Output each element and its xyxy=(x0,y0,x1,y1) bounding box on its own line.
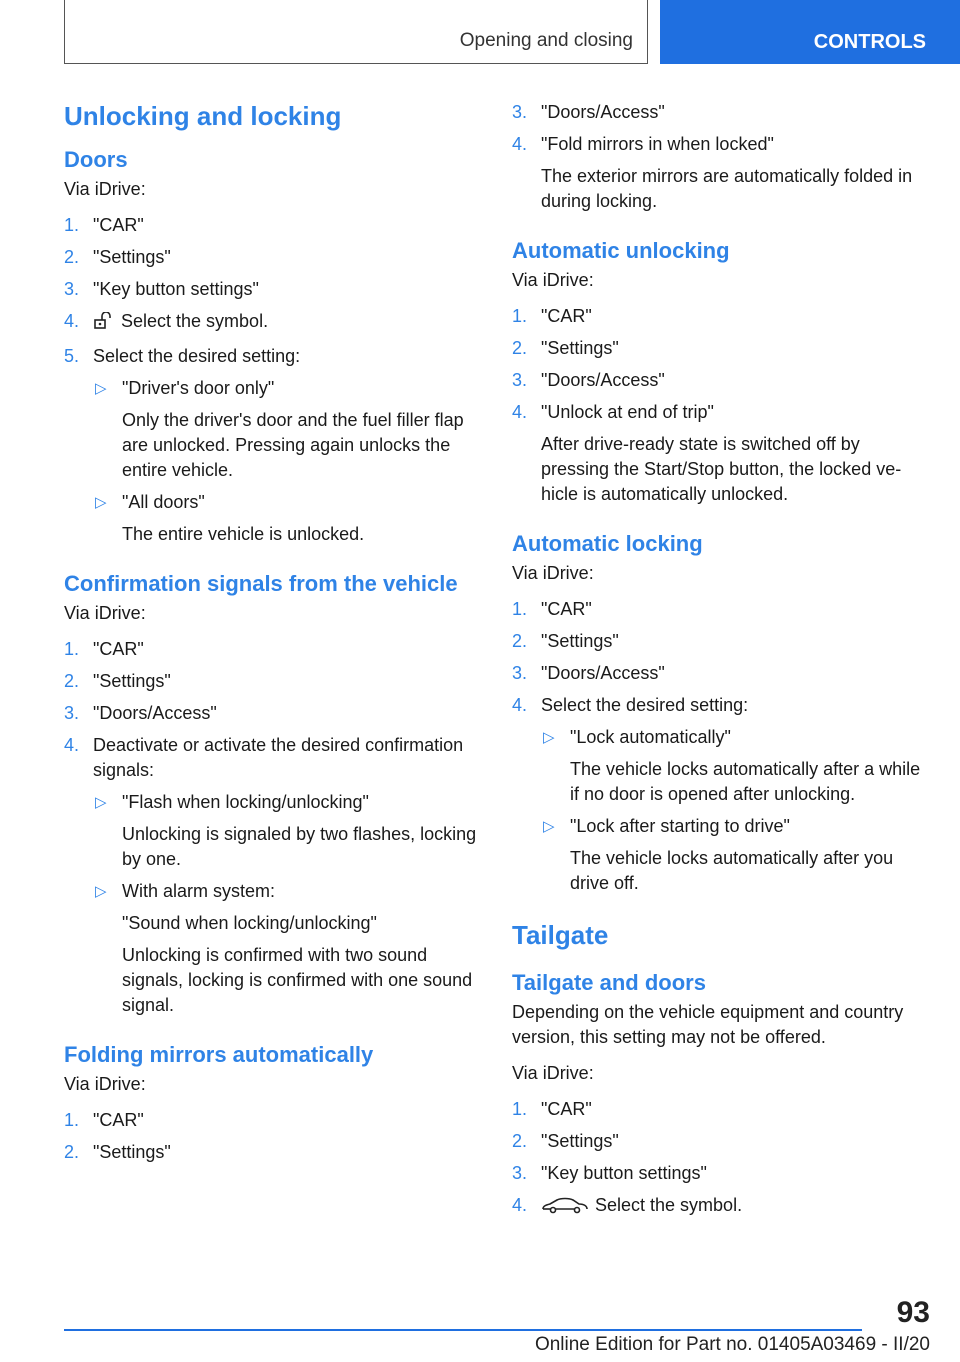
tailgate-intro: Via iDrive: xyxy=(512,1063,594,1083)
step-number: 2. xyxy=(64,247,80,267)
folding-steps xyxy=(64,1108,484,1165)
step-number: 1. xyxy=(512,1099,528,1119)
step-number: 2. xyxy=(512,338,528,358)
step-number: 3. xyxy=(512,370,528,390)
step-number: 2. xyxy=(64,1142,80,1162)
list-item: 3. "Doors/Access" xyxy=(64,701,484,726)
triangle-bullet-icon: ▷ xyxy=(95,794,107,811)
list-item: 3. "Doors/Access" xyxy=(512,100,932,125)
list-item: ▷ "All doors" The entire vehicle is unlocked. xyxy=(95,492,365,544)
step-number: 2. xyxy=(512,631,528,651)
step-number: 3. xyxy=(512,102,528,122)
step-number: 5. xyxy=(64,346,80,366)
unlock-symbol-icon xyxy=(93,312,115,337)
list-item: 2. "Settings" xyxy=(64,1140,484,1165)
auto-lock-heading: Automatic locking xyxy=(512,531,703,556)
list-item: 4. "Fold mirrors in when locked" The exterior mirrors are automatically folded in during locking. xyxy=(512,134,913,211)
list-item: 3. "Key button settings" xyxy=(64,277,484,302)
step-number: 3. xyxy=(64,703,80,723)
confirm-steps xyxy=(64,637,484,1018)
step-number: 4. xyxy=(512,134,528,154)
doors-steps xyxy=(64,213,484,547)
list-item: 2. "Settings" xyxy=(512,1129,932,1154)
tailgate-heading: Tailgate and doors xyxy=(512,970,706,995)
list-item: 2. "Settings" xyxy=(64,245,484,270)
confirm-heading: Confirmation signals from the vehicle xyxy=(64,571,458,596)
auto-unlock-steps xyxy=(512,304,932,507)
list-item: ▷ "Lock after starting to drive" The vehicle locks automatically after you drive off. xyxy=(543,816,894,893)
list-item: ▷ "Flash when locking/unlocking" Unlocking is signaled by two flashes, locking by one. xyxy=(95,792,477,869)
triangle-bullet-icon: ▷ xyxy=(95,380,107,397)
list-item: 1. "CAR" xyxy=(512,1097,932,1122)
list-item: 4. Select the symbol. xyxy=(512,1193,932,1221)
list-item: 1. "CAR" xyxy=(64,1108,484,1133)
triangle-bullet-icon: ▷ xyxy=(95,883,107,900)
step-number: 1. xyxy=(512,306,528,326)
list-item: ▷ "Lock automatically" The vehicle locks automatically after a while if no door is opened after unlocking. xyxy=(543,727,921,804)
chapter-tab[interactable]: CONTROLS xyxy=(660,0,960,64)
step-number: 3. xyxy=(64,279,80,299)
list-item: 5. Select the desired setting: ▷ "Driver's door only" Only the driver's door and the fuel filler flap are unlocked. Pressing again unlocks the entire vehicle. ▷ "All doors" The entire vehicle is unlocked. xyxy=(64,344,484,547)
step-number: 3. xyxy=(512,1163,528,1183)
triangle-bullet-icon: ▷ xyxy=(543,818,555,835)
folding-steps-continued xyxy=(512,100,932,214)
auto-lock-options xyxy=(541,725,932,896)
list-item: 2. "Settings" xyxy=(64,669,484,694)
list-item: 1. "CAR" xyxy=(64,213,484,238)
auto-unlock-heading: Automatic unlocking xyxy=(512,238,730,263)
step-number: 4. xyxy=(64,735,80,755)
tailgate-para: Depending on the vehicle equipment and country version, this setting may not be offered. xyxy=(512,1002,904,1047)
list-item: 2. "Settings" xyxy=(512,336,932,361)
list-item: 1. "CAR" xyxy=(64,637,484,662)
step-number: 4. xyxy=(512,402,528,422)
auto-unlock-intro: Via iDrive: xyxy=(512,270,594,290)
list-item: 3. "Doors/Access" xyxy=(512,661,932,686)
list-item: 3. "Doors/Access" xyxy=(512,368,932,393)
step-number: 2. xyxy=(64,671,80,691)
doors-intro: Via iDrive: xyxy=(64,179,146,199)
list-item: 1. "CAR" xyxy=(512,597,932,622)
list-item: ▷ With alarm system: "Sound when locking/unlocking" Unlocking is confirmed with two sound signals, locking is confirmed with one sound signal. xyxy=(95,881,473,1015)
folding-intro: Via iDrive: xyxy=(64,1074,146,1094)
step-number: 4. xyxy=(64,311,80,331)
auto-lock-steps xyxy=(512,597,932,896)
left-column xyxy=(64,100,484,1172)
right-column xyxy=(512,100,932,1228)
footer-divider xyxy=(64,1329,862,1331)
step-number: 1. xyxy=(512,599,528,619)
main-title: Unlocking and locking xyxy=(64,101,342,131)
step-number: 4. xyxy=(512,1195,528,1215)
edition-info: Online Edition for Part no. 01405A03469 - II/20 xyxy=(534,1334,930,1355)
list-item: 4. "Unlock at end of trip" After drive-ready state is switched off by pressing the Start/Stop button, the locked vehicle is automatically unlocked. xyxy=(512,402,902,504)
step-number: 3. xyxy=(512,663,528,683)
list-item: 4. Select the symbol. xyxy=(64,309,484,337)
car-symbol-icon xyxy=(541,1196,589,1221)
step-number: 2. xyxy=(512,1131,528,1151)
section-title: Opening and closing xyxy=(64,0,648,64)
tailgate-title: Tailgate xyxy=(512,920,609,950)
step-number: 4. xyxy=(512,695,528,715)
list-item: 4. Select the desired setting: ▷ "Lock automatically" The vehicle locks automatically after a while if no door is opened after unlocking. ▷ "Lock after starting to drive" The vehicle locks automatically after you drive off. xyxy=(512,693,932,896)
doors-options xyxy=(93,376,484,547)
auto-lock-intro: Via iDrive: xyxy=(512,563,594,583)
list-item: 2. "Settings" xyxy=(512,629,932,654)
tailgate-steps xyxy=(512,1097,932,1221)
folding-heading: Folding mirrors automatically xyxy=(64,1042,374,1067)
step-number: 1. xyxy=(64,639,80,659)
triangle-bullet-icon: ▷ xyxy=(95,494,107,511)
triangle-bullet-icon: ▷ xyxy=(543,729,555,746)
list-item: 4. Deactivate or activate the desired confirmation signals: ▷ "Flash when locking/unlocking" Unlocking is signaled by two flashes, locking by one. ▷ With alarm system: "Sound when locking/unlocking" Unlocking is confirmed with two sound signals, locking is confirmed with one sound signal. xyxy=(64,733,484,1018)
confirm-intro: Via iDrive: xyxy=(64,603,146,623)
list-item: ▷ "Driver's door only" Only the driver's door and the fuel filler flap are unlocked. Pressing again unlocks the entire vehicle. xyxy=(95,378,464,480)
confirm-options xyxy=(93,790,484,1018)
step-number: 1. xyxy=(64,1110,80,1130)
page-header xyxy=(0,0,960,66)
list-item: 3. "Key button settings" xyxy=(512,1161,932,1186)
list-item: 1. "CAR" xyxy=(512,304,932,329)
doors-heading: Doors xyxy=(64,147,128,172)
page-number: 93 xyxy=(896,1296,930,1329)
step-number: 1. xyxy=(64,215,80,235)
